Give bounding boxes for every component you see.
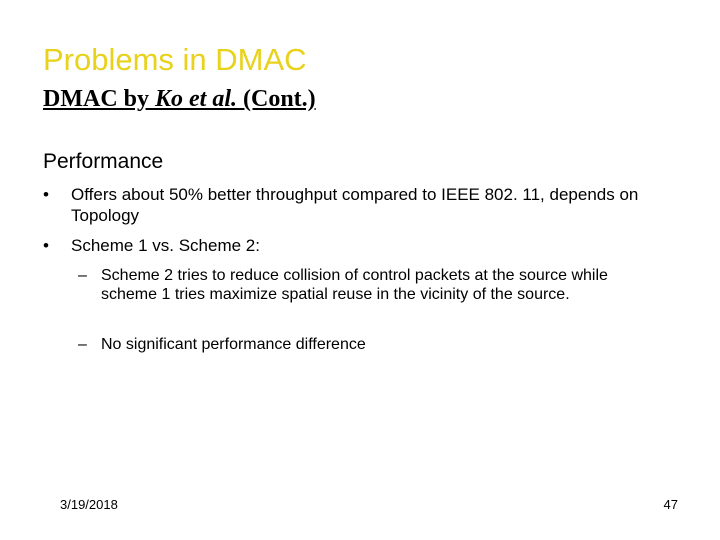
subtitle-text-start: DMAC by: [43, 86, 155, 112]
subtitle-authors: Ko et al.: [155, 86, 237, 112]
slide-title: Problems in DMAC: [43, 42, 307, 77]
bullet-marker: •: [43, 185, 49, 204]
subtitle-text-end: (Cont.): [237, 86, 316, 112]
page-number: 47: [663, 497, 678, 512]
footer-date: 3/19/2018: [60, 497, 118, 512]
subbullet-text: Scheme 2 tries to reduce collision of control packets at the source while scheme 1 tries maximize spatial reuse in the vicinity of the source.: [101, 267, 608, 303]
slide-subtitle: [43, 84, 316, 114]
subbullet-text: No significant performance difference: [101, 336, 366, 353]
section-heading: Performance: [43, 150, 164, 173]
bullet-text: Scheme 1 vs. Scheme 2:: [71, 236, 260, 255]
bullet-marker: •: [43, 236, 49, 255]
subbullet-marker: –: [78, 336, 87, 353]
subbullet-marker: –: [78, 267, 87, 284]
bullet-text: Offers about 50% better throughput compared to IEEE 802. 11, depends on Topology: [71, 185, 639, 225]
